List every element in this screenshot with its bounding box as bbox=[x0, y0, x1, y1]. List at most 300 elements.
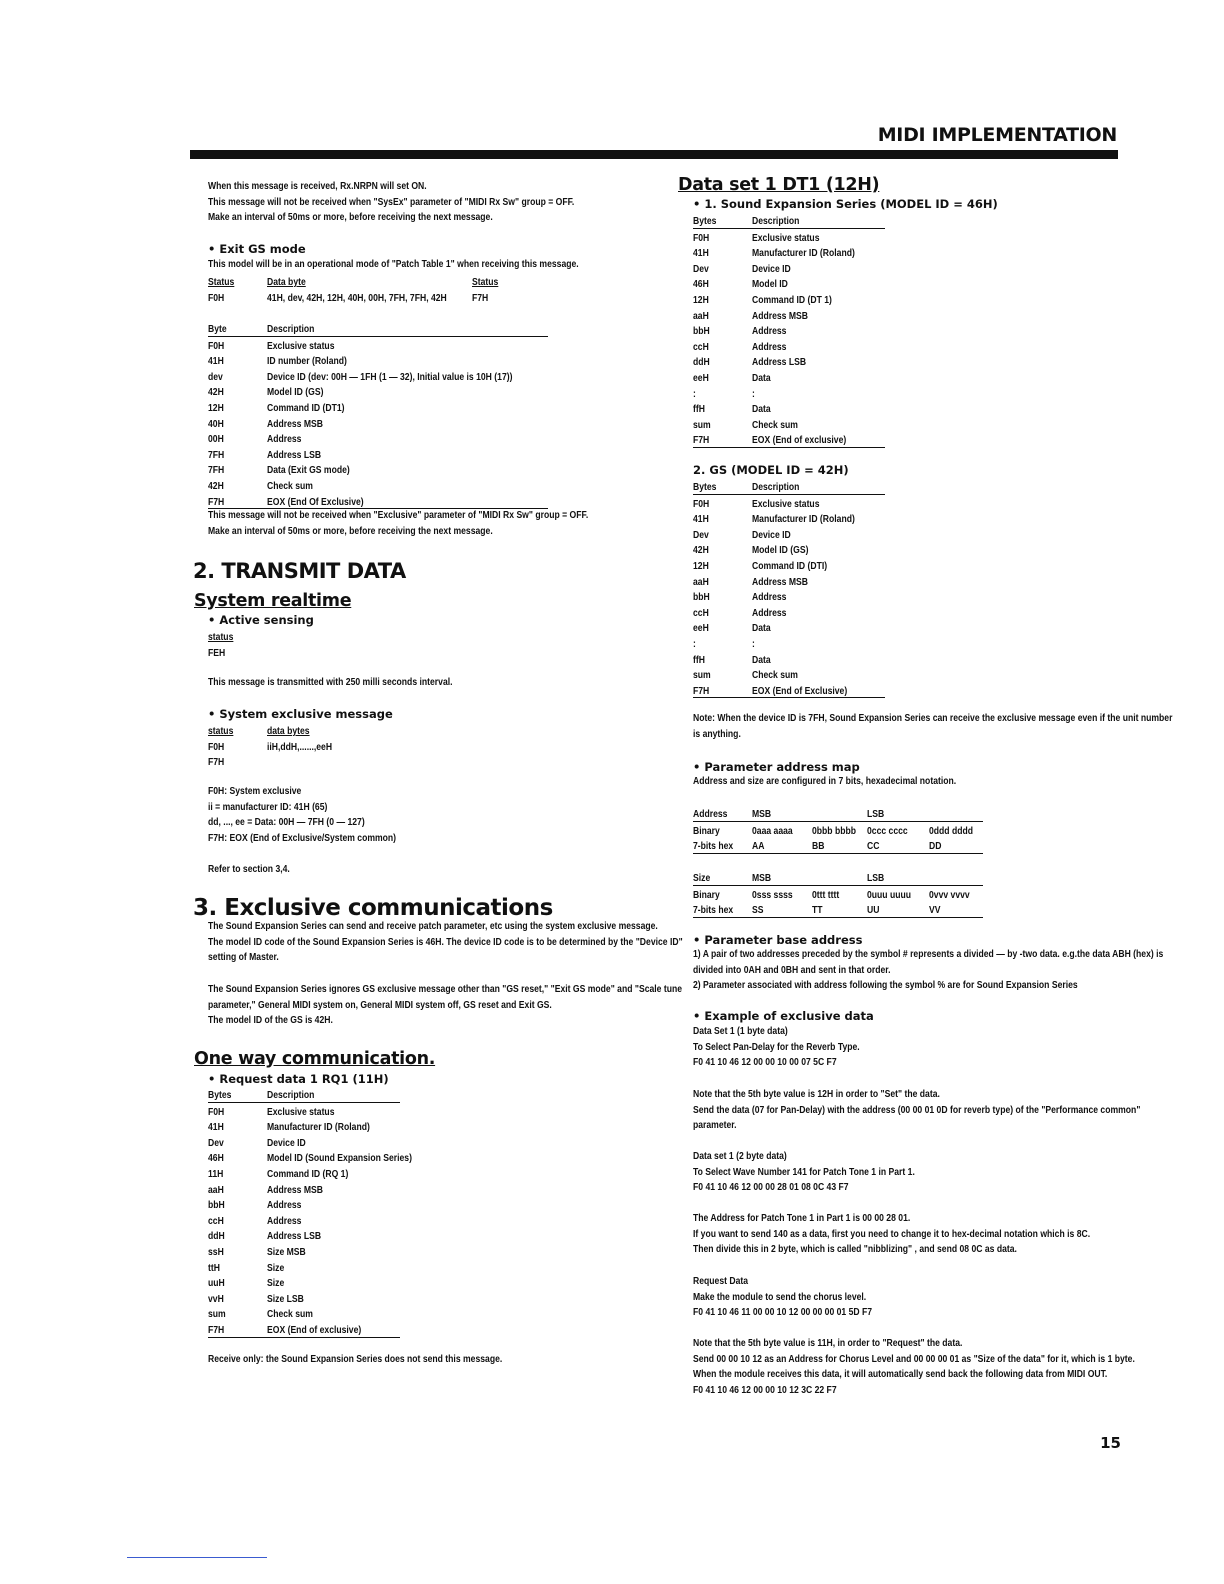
text-line: Then divide this in 2 byte, which is called "nibblizing" , and send 08 0C as data. bbox=[693, 1243, 1017, 1256]
table-header-cell bbox=[752, 805, 775, 821]
cell-text: F7H bbox=[208, 495, 225, 508]
cell-text: Description bbox=[267, 323, 315, 335]
table-header-cell bbox=[208, 628, 239, 644]
table-row bbox=[693, 244, 885, 260]
table-header-cell bbox=[867, 805, 888, 821]
cell-text: Check sum bbox=[267, 479, 313, 492]
text-line: Send the data (07 for Pan-Delay) with the address (00 00 01 0D for reverb type) of the "Performance common" bbox=[693, 1103, 1141, 1116]
table-cell bbox=[208, 446, 228, 462]
cell-text: Model ID bbox=[752, 278, 788, 291]
cell-text: ccH bbox=[693, 606, 709, 619]
page-header-title: MIDI IMPLEMENTATION bbox=[877, 124, 1117, 146]
table-cell bbox=[267, 1212, 309, 1228]
active-sensing-table bbox=[208, 628, 308, 659]
cell-text: EOX (End of exclusive) bbox=[267, 1323, 362, 1336]
table-cell bbox=[208, 352, 227, 368]
table-row bbox=[693, 275, 885, 291]
text-line: Data Set 1 (1 byte data) bbox=[693, 1025, 788, 1037]
table-header-row bbox=[208, 1086, 400, 1103]
table-cell bbox=[693, 260, 712, 276]
cell-text: 12H bbox=[208, 401, 224, 414]
table-row bbox=[208, 1165, 400, 1181]
table-row bbox=[693, 541, 885, 557]
table-cell bbox=[693, 604, 712, 620]
cell-text: CC bbox=[867, 840, 880, 853]
table-cell bbox=[693, 322, 713, 338]
table-cell bbox=[929, 837, 944, 853]
exit-gs-heading: • Exit GS mode bbox=[208, 242, 306, 256]
text-line: F0 41 10 46 12 00 00 28 01 08 0C 43 F7 bbox=[693, 1181, 849, 1194]
table-row bbox=[693, 431, 885, 448]
table-cell bbox=[267, 1274, 288, 1290]
receive-only-note bbox=[208, 1352, 567, 1368]
table-row bbox=[208, 1196, 400, 1212]
table-cell bbox=[752, 619, 775, 635]
cell-text: Binary bbox=[693, 888, 720, 901]
table-cell bbox=[208, 1118, 227, 1134]
text-line: This message is transmitted with 250 milli seconds interval. bbox=[208, 676, 453, 688]
cell-text: Check sum bbox=[752, 669, 798, 682]
table-cell bbox=[267, 1196, 309, 1212]
cell-text: 0vvv vvvv bbox=[929, 888, 970, 901]
cell-text: Model ID (GS) bbox=[752, 544, 809, 557]
table-cell bbox=[208, 1196, 228, 1212]
table-row bbox=[208, 430, 548, 446]
table-cell bbox=[693, 837, 742, 853]
cell-text: Status bbox=[208, 276, 235, 288]
cell-text: ccH bbox=[693, 340, 709, 353]
table-cell bbox=[267, 1227, 333, 1243]
table-row bbox=[208, 1243, 400, 1259]
cell-text: Address MSB bbox=[752, 309, 808, 322]
cell-text: Address MSB bbox=[267, 1183, 323, 1196]
cell-text: Exclusive status bbox=[752, 497, 820, 510]
cell-text: FEH bbox=[208, 646, 226, 659]
table-cell bbox=[752, 369, 775, 385]
table-cell bbox=[693, 666, 715, 682]
cell-text: 41H bbox=[208, 1121, 224, 1134]
cell-text: F0H bbox=[693, 497, 710, 510]
cell-text: sum bbox=[693, 418, 711, 431]
table-row bbox=[208, 1227, 400, 1243]
example-heading: • Example of exclusive data bbox=[693, 1009, 874, 1023]
table-cell bbox=[693, 369, 712, 385]
table-row bbox=[693, 822, 983, 838]
table-cell bbox=[267, 1103, 349, 1119]
cell-text: Device ID bbox=[267, 1136, 306, 1149]
cell-text: 41H bbox=[693, 513, 709, 526]
text-line: setting of Master. bbox=[208, 951, 279, 964]
table-cell bbox=[267, 415, 335, 431]
cell-text: vvH bbox=[208, 1292, 224, 1305]
cell-text: Address MSB bbox=[752, 575, 808, 588]
one-way-communication-heading: One way communication. bbox=[194, 1049, 436, 1069]
table-header-row bbox=[208, 273, 508, 289]
example-1 bbox=[693, 1024, 896, 1071]
table-cell bbox=[752, 244, 877, 260]
cell-text: : bbox=[693, 637, 696, 650]
table-row bbox=[693, 385, 885, 401]
table-header-cell bbox=[752, 478, 810, 494]
table-row bbox=[693, 369, 885, 385]
table-cell bbox=[267, 446, 333, 462]
table-header-cell bbox=[208, 722, 239, 738]
cell-text: 42H bbox=[208, 386, 224, 399]
footer-rule bbox=[127, 1557, 267, 1558]
text-line: The Address for Patch Tone 1 in Part 1 is 00 00 28 01. bbox=[693, 1212, 911, 1224]
table-cell bbox=[693, 557, 712, 573]
text-line: When the module receives this data, it will automatically send back the following data from MIDI OUT. bbox=[693, 1368, 1108, 1381]
table-cell bbox=[693, 822, 726, 838]
table-cell bbox=[812, 901, 825, 917]
cell-text: Data bbox=[752, 371, 771, 384]
cell-text: F0H bbox=[208, 1105, 225, 1118]
table-cell bbox=[867, 837, 882, 853]
table-cell bbox=[752, 275, 796, 291]
cell-text: Command ID (DT1) bbox=[267, 401, 345, 414]
text-line: To Select Wave Number 141 for Patch Tone 1 in Part 1. bbox=[693, 1165, 915, 1178]
table-header-row bbox=[693, 805, 983, 822]
cell-text: Size LSB bbox=[267, 1292, 304, 1305]
table-row bbox=[693, 495, 885, 511]
table-row bbox=[208, 1103, 400, 1119]
table-cell bbox=[208, 337, 228, 353]
cell-text: 7-bits hex bbox=[693, 840, 734, 853]
table-header-cell bbox=[267, 722, 319, 738]
address-table bbox=[693, 805, 983, 854]
transmit-data-heading: 2. TRANSMIT DATA bbox=[193, 559, 406, 583]
table-cell bbox=[208, 383, 227, 399]
cell-text: 41H, dev, 42H, 12H, 40H, 00H, 7FH, 7FH, 42H bbox=[267, 291, 447, 304]
exclusive-communications-heading: 3. Exclusive communications bbox=[193, 895, 553, 921]
active-sensing-heading: • Active sensing bbox=[208, 613, 314, 627]
table-header-row bbox=[693, 869, 983, 886]
cell-text: data bytes bbox=[267, 725, 310, 737]
table-cell bbox=[752, 901, 766, 917]
cell-text: 7FH bbox=[208, 448, 225, 461]
cell-text: SS bbox=[752, 904, 764, 917]
table-cell bbox=[267, 368, 566, 384]
text-line: Make the module to send the chorus level. bbox=[693, 1290, 867, 1303]
table-cell bbox=[867, 886, 921, 902]
table-cell bbox=[693, 588, 713, 604]
text-line: The model ID code of the Sound Expansion Series is 46H. The device ID code is to be determined by the "Device ID" bbox=[208, 935, 683, 948]
cell-text: Address bbox=[267, 1214, 302, 1227]
table-cell bbox=[693, 573, 712, 589]
table-cell bbox=[208, 644, 229, 660]
table-cell bbox=[267, 1243, 314, 1259]
cell-text: EOX (End of exclusive) bbox=[752, 434, 847, 447]
table-cell bbox=[693, 353, 713, 369]
table-header-row bbox=[208, 722, 408, 738]
table-cell bbox=[693, 385, 697, 401]
table-cell bbox=[208, 1305, 230, 1321]
cell-text: Address LSB bbox=[752, 356, 807, 369]
table-cell bbox=[752, 682, 868, 698]
table-cell bbox=[812, 837, 827, 853]
table-cell bbox=[867, 822, 917, 838]
cell-text: 0ccc cccc bbox=[867, 824, 908, 837]
text-line: parameter," General MIDI system on, General MIDI system off, GS reset and Exit GS. bbox=[208, 998, 552, 1011]
sound-expansion-table bbox=[693, 212, 885, 448]
cell-text: 7FH bbox=[208, 464, 225, 477]
cell-text: 0sss ssss bbox=[752, 888, 793, 901]
cell-text: Address bbox=[752, 325, 787, 338]
cell-text: Dev bbox=[693, 262, 709, 275]
cell-text: Data bbox=[752, 653, 771, 666]
table-row bbox=[208, 1290, 400, 1306]
table-cell bbox=[693, 338, 712, 354]
text-line: Address and size are configured in 7 bits, hexadecimal notation. bbox=[693, 775, 957, 787]
table-header-cell bbox=[693, 212, 722, 228]
cell-text: 11H bbox=[208, 1167, 224, 1180]
table-cell bbox=[267, 430, 309, 446]
cell-text: LSB bbox=[867, 872, 885, 884]
table-cell bbox=[693, 901, 742, 917]
table-cell bbox=[752, 526, 799, 542]
table-cell bbox=[752, 837, 767, 853]
table-header-cell bbox=[693, 805, 735, 821]
table-row bbox=[693, 260, 885, 276]
cell-text: F7H bbox=[208, 756, 225, 769]
cell-text: aaH bbox=[693, 309, 709, 322]
cell-text: EOX (End of Exclusive) bbox=[752, 684, 848, 697]
cell-text: Description bbox=[752, 215, 800, 227]
cell-text: bbH bbox=[693, 591, 710, 604]
cell-text: F0H bbox=[208, 339, 225, 352]
cell-text: Binary bbox=[693, 824, 720, 837]
cell-text: status bbox=[208, 725, 234, 737]
cell-text: ddH bbox=[693, 356, 710, 369]
cell-text: bbH bbox=[208, 1199, 225, 1212]
cell-text: Dev bbox=[208, 1136, 224, 1149]
cell-text: Data (Exit GS mode) bbox=[267, 464, 350, 477]
exit-gs-notes bbox=[208, 508, 672, 539]
intro-text bbox=[208, 179, 655, 226]
table-row bbox=[693, 901, 983, 918]
cell-text: : bbox=[693, 387, 696, 400]
cell-text: 41H bbox=[693, 247, 709, 260]
cell-text: 41H bbox=[208, 355, 224, 368]
table-cell bbox=[752, 651, 775, 667]
cell-text: bbH bbox=[693, 325, 710, 338]
table-cell bbox=[208, 289, 228, 305]
cell-text: sum bbox=[208, 1308, 226, 1321]
table-cell bbox=[208, 461, 228, 477]
cell-text: : bbox=[752, 637, 755, 650]
cell-text: Device ID (dev: 00H — 1FH (1 — 32), Initial value is 10H (17)) bbox=[267, 370, 513, 383]
cell-text: ttH bbox=[208, 1261, 220, 1274]
table-cell bbox=[267, 383, 336, 399]
table-cell bbox=[693, 307, 712, 323]
table-row bbox=[693, 353, 885, 369]
address-map-description bbox=[693, 774, 1014, 790]
text-line: This model will be in an operational mode of "Patch Table 1" when receiving this message. bbox=[208, 258, 579, 270]
cell-text: Command ID (DTI) bbox=[752, 559, 828, 572]
cell-text: AA bbox=[752, 840, 765, 853]
table-row bbox=[693, 666, 885, 682]
table-header-row bbox=[693, 212, 885, 229]
table-cell bbox=[208, 1212, 227, 1228]
text-line: ii = manufacturer ID: 41H (65) bbox=[208, 800, 328, 813]
cell-text: 0ttt tttt bbox=[812, 888, 840, 901]
table-cell bbox=[752, 635, 756, 651]
cell-text: Model ID (Sound Expansion Series) bbox=[267, 1152, 412, 1165]
text-line: 2) Parameter associated with address following the symbol % are for Sound Expansion Series bbox=[693, 979, 1078, 992]
table-cell bbox=[208, 753, 228, 769]
table-cell bbox=[693, 510, 712, 526]
device-id-note bbox=[693, 711, 1224, 742]
table-row bbox=[208, 753, 408, 769]
table-cell bbox=[208, 1274, 228, 1290]
table-header-cell bbox=[752, 212, 810, 228]
cell-text: ssH bbox=[208, 1245, 224, 1258]
table-cell bbox=[208, 430, 227, 446]
table-cell bbox=[752, 666, 808, 682]
cell-text: uuH bbox=[208, 1277, 225, 1290]
table-cell bbox=[693, 431, 713, 447]
sysex-heading: • System exclusive message bbox=[208, 707, 393, 721]
example-3-note bbox=[693, 1336, 1224, 1398]
table-row bbox=[208, 1181, 400, 1197]
cell-text: sum bbox=[693, 669, 711, 682]
table-cell bbox=[812, 822, 866, 838]
cell-text: 46H bbox=[208, 1152, 224, 1165]
text-line: Note: When the device ID is 7FH, Sound Expansion Series can receive the exclusive message even if the unit number bbox=[693, 712, 1173, 724]
table-cell bbox=[693, 619, 712, 635]
table-row bbox=[208, 477, 548, 493]
example-2 bbox=[693, 1149, 964, 1196]
sysex-notes bbox=[208, 784, 437, 846]
refer-text bbox=[208, 862, 308, 878]
cell-text: ffH bbox=[693, 653, 705, 666]
table-cell bbox=[867, 901, 882, 917]
cell-text: Device ID bbox=[752, 262, 791, 275]
cell-text: 40H bbox=[208, 417, 224, 430]
cell-text: Manufacturer ID (Roland) bbox=[752, 513, 855, 526]
cell-text: status bbox=[208, 631, 234, 643]
table-header-cell bbox=[267, 273, 314, 289]
table-header-cell bbox=[208, 1086, 237, 1102]
table-row bbox=[208, 1321, 400, 1338]
table-cell bbox=[208, 1181, 227, 1197]
table-cell bbox=[267, 1259, 288, 1275]
cell-text: Description bbox=[267, 1089, 315, 1101]
cell-text: Command ID (DT 1) bbox=[752, 293, 832, 306]
cell-text: Description bbox=[752, 481, 800, 493]
cell-text: Byte bbox=[208, 323, 227, 335]
text-line: Refer to section 3,4. bbox=[208, 863, 290, 875]
cell-text: Size bbox=[267, 1261, 285, 1274]
table-header-cell bbox=[693, 478, 722, 494]
table-cell bbox=[208, 1103, 228, 1119]
table-cell bbox=[752, 886, 802, 902]
exit-gs-byte-table bbox=[208, 320, 548, 509]
table-row bbox=[693, 338, 885, 354]
table-cell bbox=[752, 588, 794, 604]
table-cell bbox=[752, 510, 877, 526]
cell-text: VV bbox=[929, 904, 941, 917]
cell-text: 0aaa aaaa bbox=[752, 824, 793, 837]
cell-text: eeH bbox=[693, 622, 709, 635]
table-row bbox=[693, 837, 983, 854]
exit-gs-status-table bbox=[208, 273, 508, 304]
request-data-heading: • Request data 1 RQ1 (11H) bbox=[208, 1072, 389, 1086]
gs-heading: 2. GS (MODEL ID = 42H) bbox=[693, 463, 849, 477]
system-realtime-heading: System realtime bbox=[194, 591, 352, 611]
table-row bbox=[208, 399, 548, 415]
cell-text: 12H bbox=[693, 293, 709, 306]
base-address-heading: • Parameter base address bbox=[693, 933, 863, 947]
cell-text: ccH bbox=[208, 1214, 224, 1227]
table-cell bbox=[752, 353, 818, 369]
table-cell bbox=[208, 1321, 228, 1337]
cell-text: Manufacturer ID (Roland) bbox=[752, 247, 855, 260]
cell-text: Address LSB bbox=[267, 1230, 322, 1243]
cell-text: Command ID (RQ 1) bbox=[267, 1167, 349, 1180]
sysex-table bbox=[208, 722, 408, 769]
table-cell bbox=[208, 415, 227, 431]
data-set-heading: Data set 1 DT1 (12H) bbox=[678, 175, 880, 195]
table-cell bbox=[267, 1321, 382, 1337]
cell-text: Manufacturer ID (Roland) bbox=[267, 1121, 370, 1134]
table-cell bbox=[267, 352, 364, 368]
table-row bbox=[693, 291, 885, 307]
table-header-row bbox=[208, 320, 548, 337]
table-row bbox=[693, 307, 885, 323]
table-row bbox=[693, 510, 885, 526]
table-cell bbox=[208, 1290, 227, 1306]
table-row bbox=[693, 229, 885, 245]
cell-text: Address bbox=[752, 606, 787, 619]
table-header-cell bbox=[208, 320, 231, 336]
table-row bbox=[693, 651, 885, 667]
table-cell bbox=[752, 385, 756, 401]
table-row bbox=[693, 573, 885, 589]
table-cell bbox=[693, 682, 713, 698]
cell-text: 0uuu uuuu bbox=[867, 888, 911, 901]
table-cell bbox=[752, 495, 834, 511]
table-cell bbox=[267, 289, 489, 305]
table-row bbox=[208, 644, 308, 660]
table-row bbox=[208, 415, 548, 431]
table-cell bbox=[267, 493, 385, 509]
text-line: F0 41 10 46 12 00 00 10 12 3C 22 F7 bbox=[693, 1383, 837, 1396]
cell-text: Bytes bbox=[693, 481, 717, 493]
table-cell bbox=[693, 886, 726, 902]
cell-text: Address bbox=[752, 591, 787, 604]
table-cell bbox=[208, 1259, 223, 1275]
table-cell bbox=[267, 337, 349, 353]
active-sensing-text bbox=[208, 675, 506, 691]
table-cell bbox=[693, 275, 712, 291]
table-cell bbox=[752, 338, 794, 354]
table-row bbox=[208, 461, 548, 477]
text-line: divided into 0AH and 0BH and sent in that order. bbox=[693, 963, 891, 976]
table-cell bbox=[267, 738, 346, 754]
cell-text: ddH bbox=[208, 1230, 225, 1243]
text-line: Make an interval of 50ms or more, before receiving the next message. bbox=[208, 524, 493, 537]
cell-text: F0H bbox=[208, 740, 225, 753]
table-cell bbox=[693, 541, 712, 557]
cell-text: MSB bbox=[752, 808, 772, 820]
cell-text: Size MSB bbox=[267, 1245, 306, 1258]
table-row bbox=[693, 557, 885, 573]
table-cell bbox=[267, 1134, 314, 1150]
table-cell bbox=[208, 1149, 227, 1165]
table-cell bbox=[752, 822, 802, 838]
table-header-cell bbox=[267, 1086, 325, 1102]
